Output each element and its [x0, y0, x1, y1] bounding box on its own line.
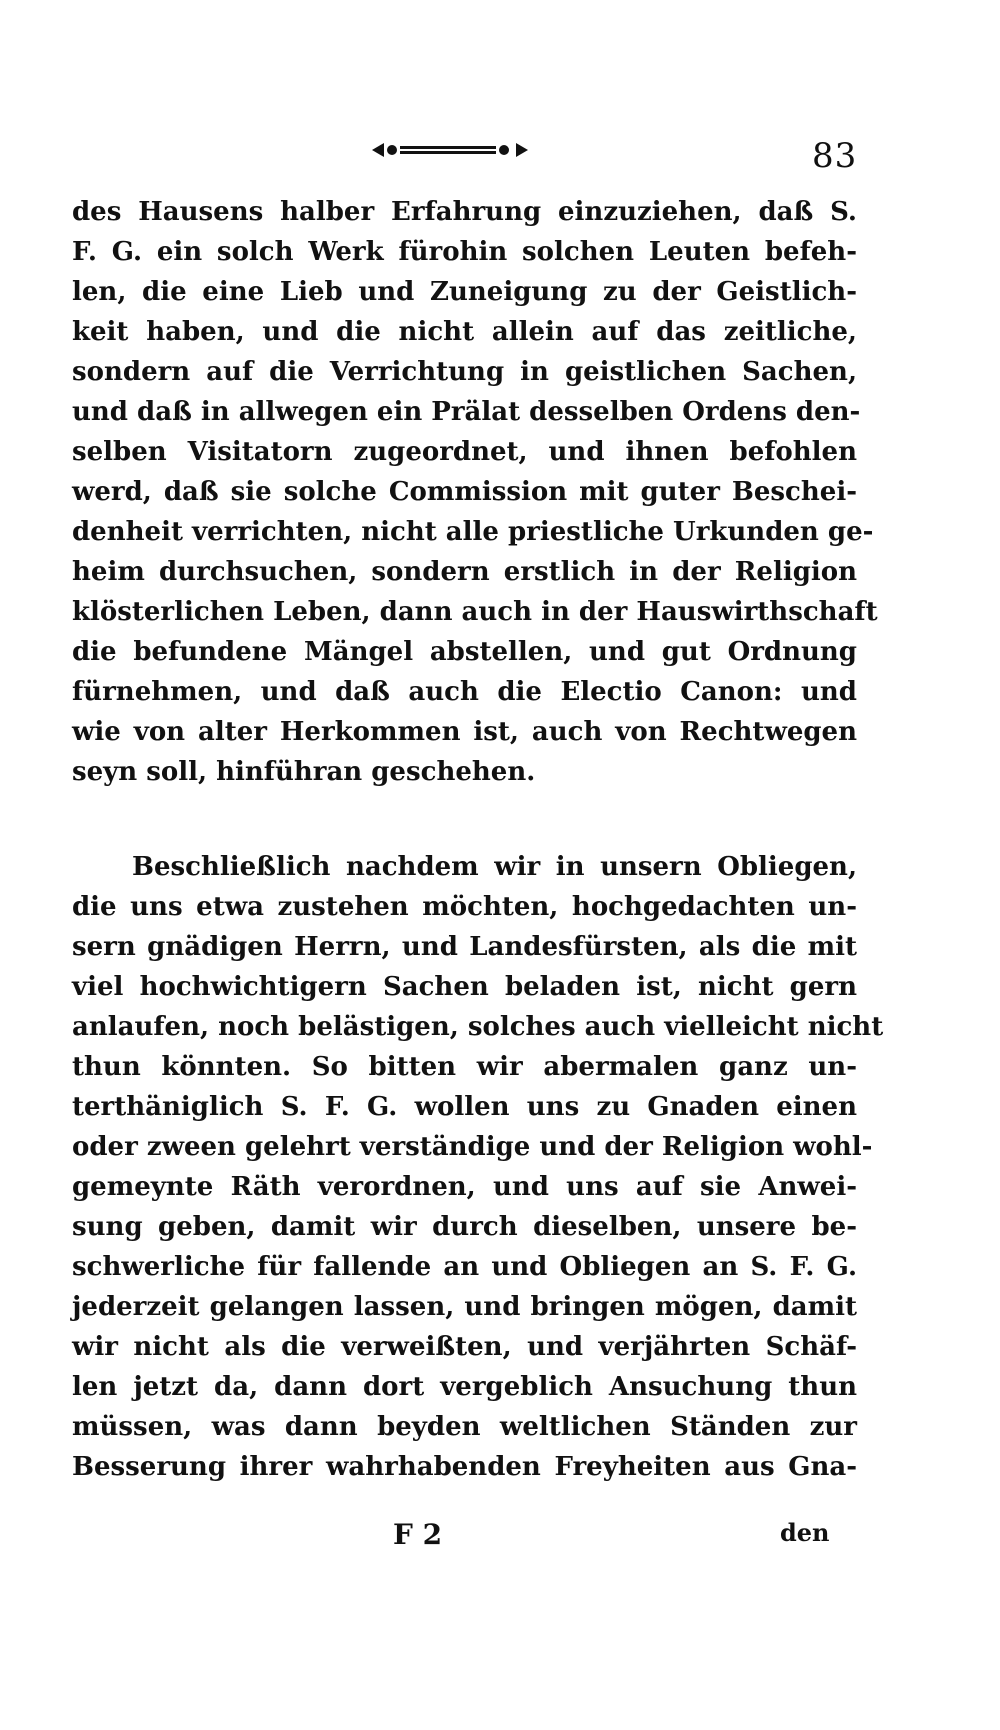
text-line: anlaufen, noch belästigen, solches auch vielleicht nicht: [72, 1012, 884, 1042]
text-line: sung geben, damit wir durch dieselben, unsere be-: [72, 1212, 857, 1242]
text-line: die uns etwa zustehen möchten, hochgedachten un-: [72, 892, 857, 922]
text-line: jederzeit gelangen lassen, und bringen mögen, damit: [72, 1292, 857, 1322]
text-line: fürnehmen, und daß auch die Electio Canon: und: [72, 677, 857, 707]
body-text: [72, 192, 884, 1487]
paragraph-spacer: [72, 792, 857, 847]
text-line: müssen, was dann beyden weltlichen Ständen zur: [72, 1412, 857, 1442]
text-line: und daß in allwegen ein Prälat desselben Ordens den-: [72, 397, 861, 427]
text-line: wir nicht als die verweißten, und verjährten Schäf-: [72, 1332, 857, 1362]
text-line: wie von alter Herkommen ist, auch von Rechtwegen: [72, 717, 857, 747]
text-line: oder zween gelehrt verständige und der Religion wohl-: [72, 1132, 873, 1162]
catchword: den: [780, 1518, 830, 1547]
text-line: klösterlichen Leben, dann auch in der Hauswirthschaft: [72, 597, 878, 627]
text-line: keit haben, und die nicht allein auf das zeitliche,: [72, 317, 857, 347]
text-line: heim durchsuchen, sondern erstlich in der Religion: [72, 557, 857, 587]
text-line: selben Visitatorn zugeordnet, und ihnen befohlen: [72, 437, 857, 467]
page-footer: [0, 1518, 1000, 1558]
text-line: viel hochwichtigern Sachen beladen ist, nicht gern: [72, 972, 857, 1002]
text-line: sern gnädigen Herrn, und Landesfürsten, als die mit: [72, 932, 857, 962]
text-line: Beschließlich nachdem wir in unsern Obliegen,: [132, 852, 857, 882]
text-line: F. G. ein solch Werk fürohin solchen Leuten befeh-: [72, 237, 857, 267]
text-line: Besserung ihrer wahrhabenden Freyheiten aus Gna-: [72, 1452, 857, 1482]
text-line: werd, daß sie solche Commission mit guter Beschei-: [72, 477, 857, 507]
text-line: thun könnten. So bitten wir abermalen ganz un-: [72, 1052, 857, 1082]
page-number: 83: [812, 136, 858, 176]
header-ornament: [370, 138, 530, 162]
text-line: terthäniglich S. F. G. wollen uns zu Gnaden einen: [72, 1092, 857, 1122]
paragraph-1: [72, 192, 878, 792]
text-line: gemeynte Räth verordnen, und uns auf sie Anwei-: [72, 1172, 857, 1202]
text-line: schwerliche für fallende an und Obliegen an S. F. G.: [72, 1252, 857, 1282]
signature-mark: F 2: [393, 1518, 443, 1551]
text-line: sondern auf die Verrichtung in geistlichen Sachen,: [72, 357, 857, 387]
text-line: len jetzt da, dann dort vergeblich Ansuchung thun: [72, 1372, 857, 1402]
text-line: denheit verrichten, nicht alle priestliche Urkunden ge-: [72, 517, 874, 547]
text-line: seyn soll, hinführan geschehen.: [72, 757, 536, 787]
paragraph-2: [72, 847, 884, 1487]
text-line: len, die eine Lieb und Zuneigung zu der Geistlich-: [72, 277, 857, 307]
text-line: die befundene Mängel abstellen, und gut Ordnung: [72, 637, 857, 667]
text-line: des Hausens halber Erfahrung einzuziehen, daß S.: [72, 197, 857, 227]
